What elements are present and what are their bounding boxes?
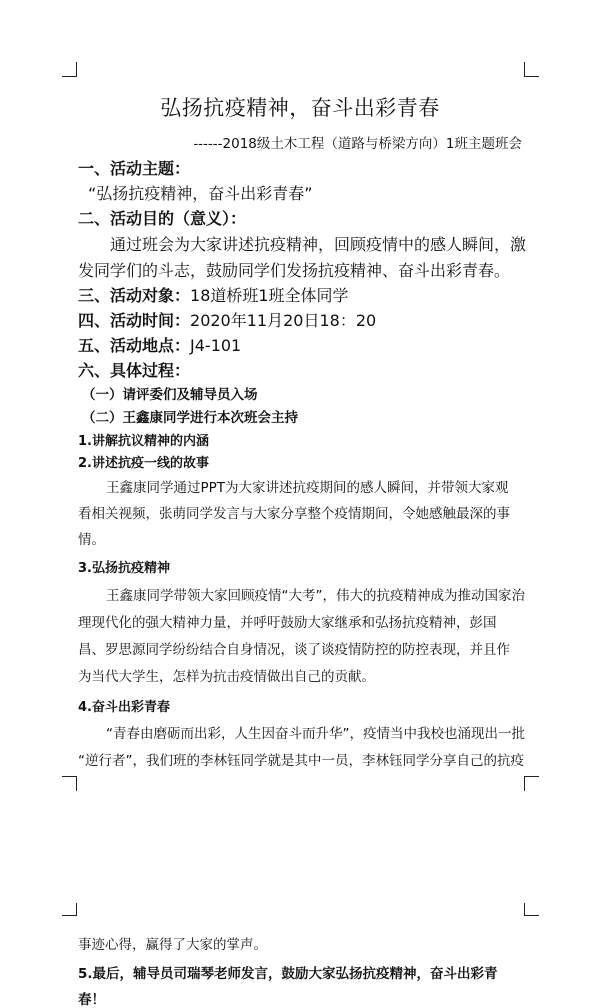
- place-value: J4-101: [190, 336, 242, 355]
- process-item-2-heading: 2.讲述抗疫一线的故事: [78, 456, 209, 471]
- document-title: 弘扬抗疫精神，奋斗出彩青春: [160, 96, 440, 120]
- purpose-heading: 二、活动目的（意义）：: [78, 209, 247, 228]
- time-row: [78, 308, 376, 331]
- item4-line-1: “青春由磨砺而出彩，人生因奋斗而升华”，疫情当中我校也涌现出一批: [106, 726, 525, 742]
- place-row: [78, 333, 241, 356]
- item2-line-1: 王鑫康同学通过PPT为大家讲述抗疫期间的感人瞬间，并带领大家观: [106, 480, 509, 496]
- purpose-line-1: 通过班会为大家讲述抗疫精神，回顾疫情中的感人瞬间，激: [110, 235, 527, 254]
- process-item-3-heading: 3.弘扬抗疫精神: [78, 561, 170, 576]
- process-item-4-heading: 4.奋斗出彩青春: [78, 700, 170, 715]
- process-item-5-line-1: 5.最后，辅导员司瑞琴老师发言，鼓励大家弘扬抗疫精神，奋斗出彩青: [78, 966, 498, 982]
- item3-line-3: 昌、罗思源同学纷纷结合自身情况，谈了谈疫情防控的防控表现，并且作: [78, 642, 510, 658]
- crop-mark-top-right: [524, 62, 539, 77]
- purpose-line-2: 发同学们的斗志，鼓励同学们发扬抗疫精神、奋斗出彩青春。: [78, 261, 511, 280]
- item3-line-2: 理现代化的强大精神力量，并呼吁鼓励大家继承和弘扬抗疫精神，彭国: [78, 615, 497, 631]
- item3-line-1: 王鑫康同学带领大家回顾疫情“大考”，伟大的抗疫精神成为推动国家治: [106, 588, 525, 604]
- item2-line-3: 情。: [78, 532, 105, 548]
- crop-mark-top-left: [62, 62, 77, 77]
- process-step-2: （二）王鑫康同学进行本次班会主持: [82, 410, 298, 426]
- time-label: 四、活动时间：: [78, 311, 191, 330]
- crop-mark-bottom-right: [524, 776, 539, 791]
- item3-line-4: 为当代大学生，怎样为抗击疫情做出自己的贡献。: [78, 669, 375, 685]
- continued-text: 事迹心得，赢得了大家的掌声。: [78, 937, 267, 953]
- document-page-2: [0, 905, 600, 1008]
- target-label: 三、活动对象：: [78, 286, 191, 305]
- place-label: 五、活动地点：: [78, 336, 191, 355]
- time-value: 2020年11月20日18：20: [190, 311, 377, 330]
- item4-line-2: “逆行者”，我们班的李林钰同学就是其中一员，李林钰同学分享自己的抗疫: [78, 753, 524, 769]
- crop-mark-page2-right: [524, 903, 539, 916]
- process-item-1: 1.讲解抗议精神的内涵: [78, 434, 209, 449]
- item2-line-2: 看相关视频，张萌同学发言与大家分享整个疫情期间，令她感触最深的事: [78, 506, 510, 522]
- process-heading: 六、具体过程：: [78, 361, 191, 380]
- target-row: [78, 283, 349, 306]
- crop-mark-bottom-left: [62, 776, 77, 791]
- process-item-5-line-2: 春！: [78, 992, 105, 1008]
- document-subtitle: ------2018级土木工程（道路与桥梁方向）1班主题班会: [193, 136, 522, 152]
- target-value: 18道桥班1班全体同学: [190, 286, 349, 305]
- process-step-1: （一）请评委们及辅导员入场: [82, 387, 258, 403]
- theme-text: “弘扬抗疫精神，奋斗出彩青春”: [88, 184, 313, 203]
- crop-mark-page2-left: [62, 903, 77, 916]
- theme-heading: 一、活动主题：: [78, 159, 191, 178]
